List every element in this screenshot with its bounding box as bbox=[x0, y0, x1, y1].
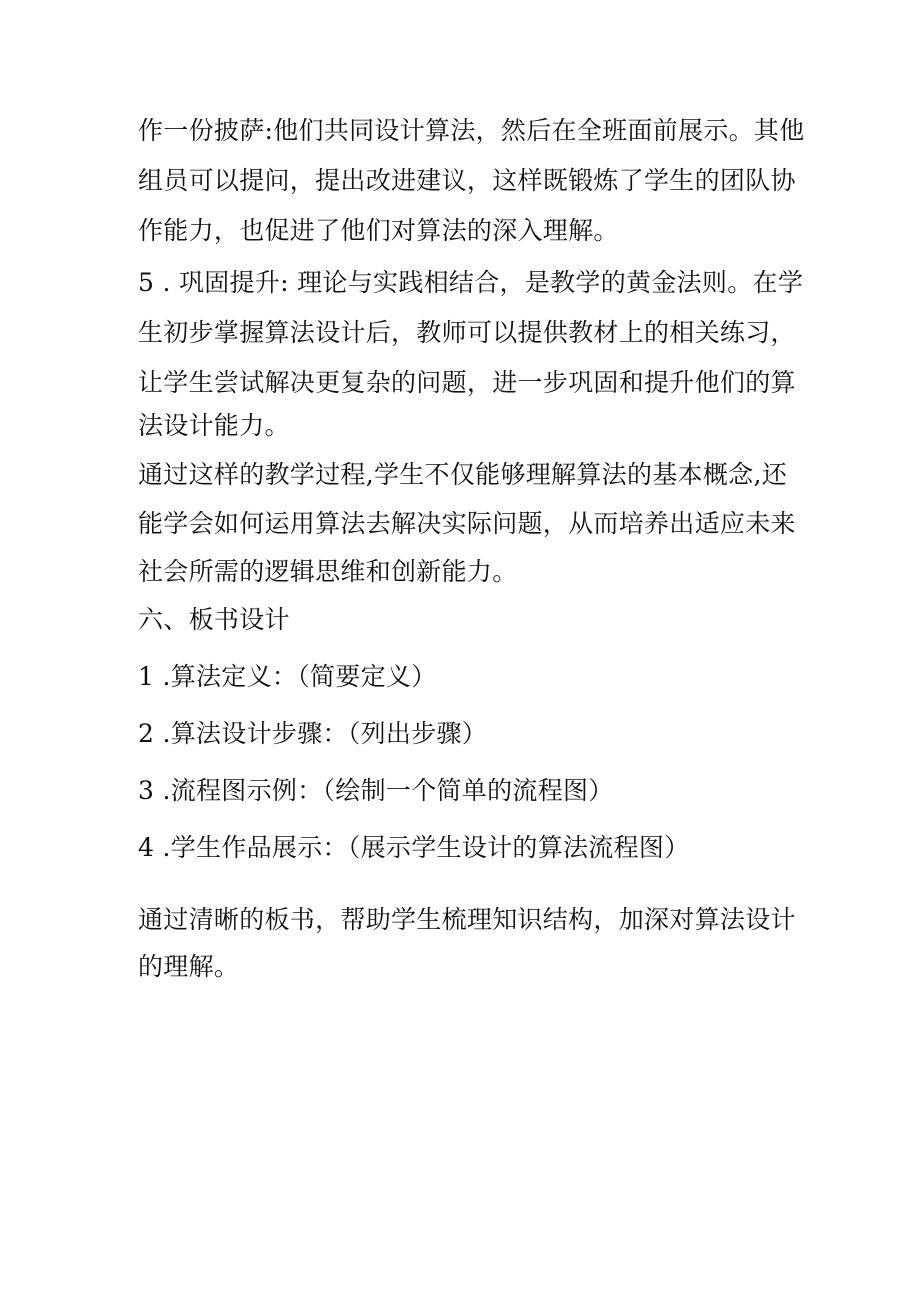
board-item: 3 .流程图示例：（绘制一个简单的流程图） bbox=[138, 776, 614, 805]
board-item: 4 .学生作品展示：（展示学生设计的算法流程图） bbox=[138, 833, 690, 862]
paragraph-line: 组员可以提问，提出改进建议，这样既锻炼了学生的团队协 bbox=[138, 166, 796, 195]
list-item-line: 5 . 巩固提升: 理论与实践相结合，是教学的黄金法则。在学 bbox=[138, 268, 804, 297]
paragraph-line: 社会所需的逻辑思维和创新能力。 bbox=[138, 557, 518, 586]
list-item-line: 让学生尝试解决更复杂的问题，进一步巩固和提升他们的算 bbox=[138, 368, 796, 397]
paragraph-line: 能学会如何运用算法去解决实际问题，从而培养出适应未来 bbox=[138, 509, 796, 538]
paragraph-line: 作一份披萨:他们共同设计算法，然后在全班面前展示。其他 bbox=[138, 116, 805, 145]
paragraph-line: 通过这样的教学过程,学生不仅能够理解算法的基本概念,还 bbox=[138, 460, 787, 489]
board-item: 1 .算法定义：（简要定义） bbox=[138, 662, 437, 691]
board-item: 2 .算法设计步骤：（列出步骤） bbox=[138, 719, 488, 748]
paragraph-line: 作能力，也促进了他们对算法的深入理解。 bbox=[138, 216, 619, 245]
paragraph-line: 通过清晰的板书，帮助学生梳理知识结构，加深对算法设计 bbox=[138, 905, 796, 934]
list-item-line: 生初步掌握算法设计后，教师可以提供教材上的相关练习， bbox=[138, 318, 796, 347]
section-heading: 六、板书设计 bbox=[138, 605, 290, 634]
paragraph-line: 的理解。 bbox=[138, 952, 240, 981]
list-item-line: 法设计能力。 bbox=[138, 411, 290, 440]
